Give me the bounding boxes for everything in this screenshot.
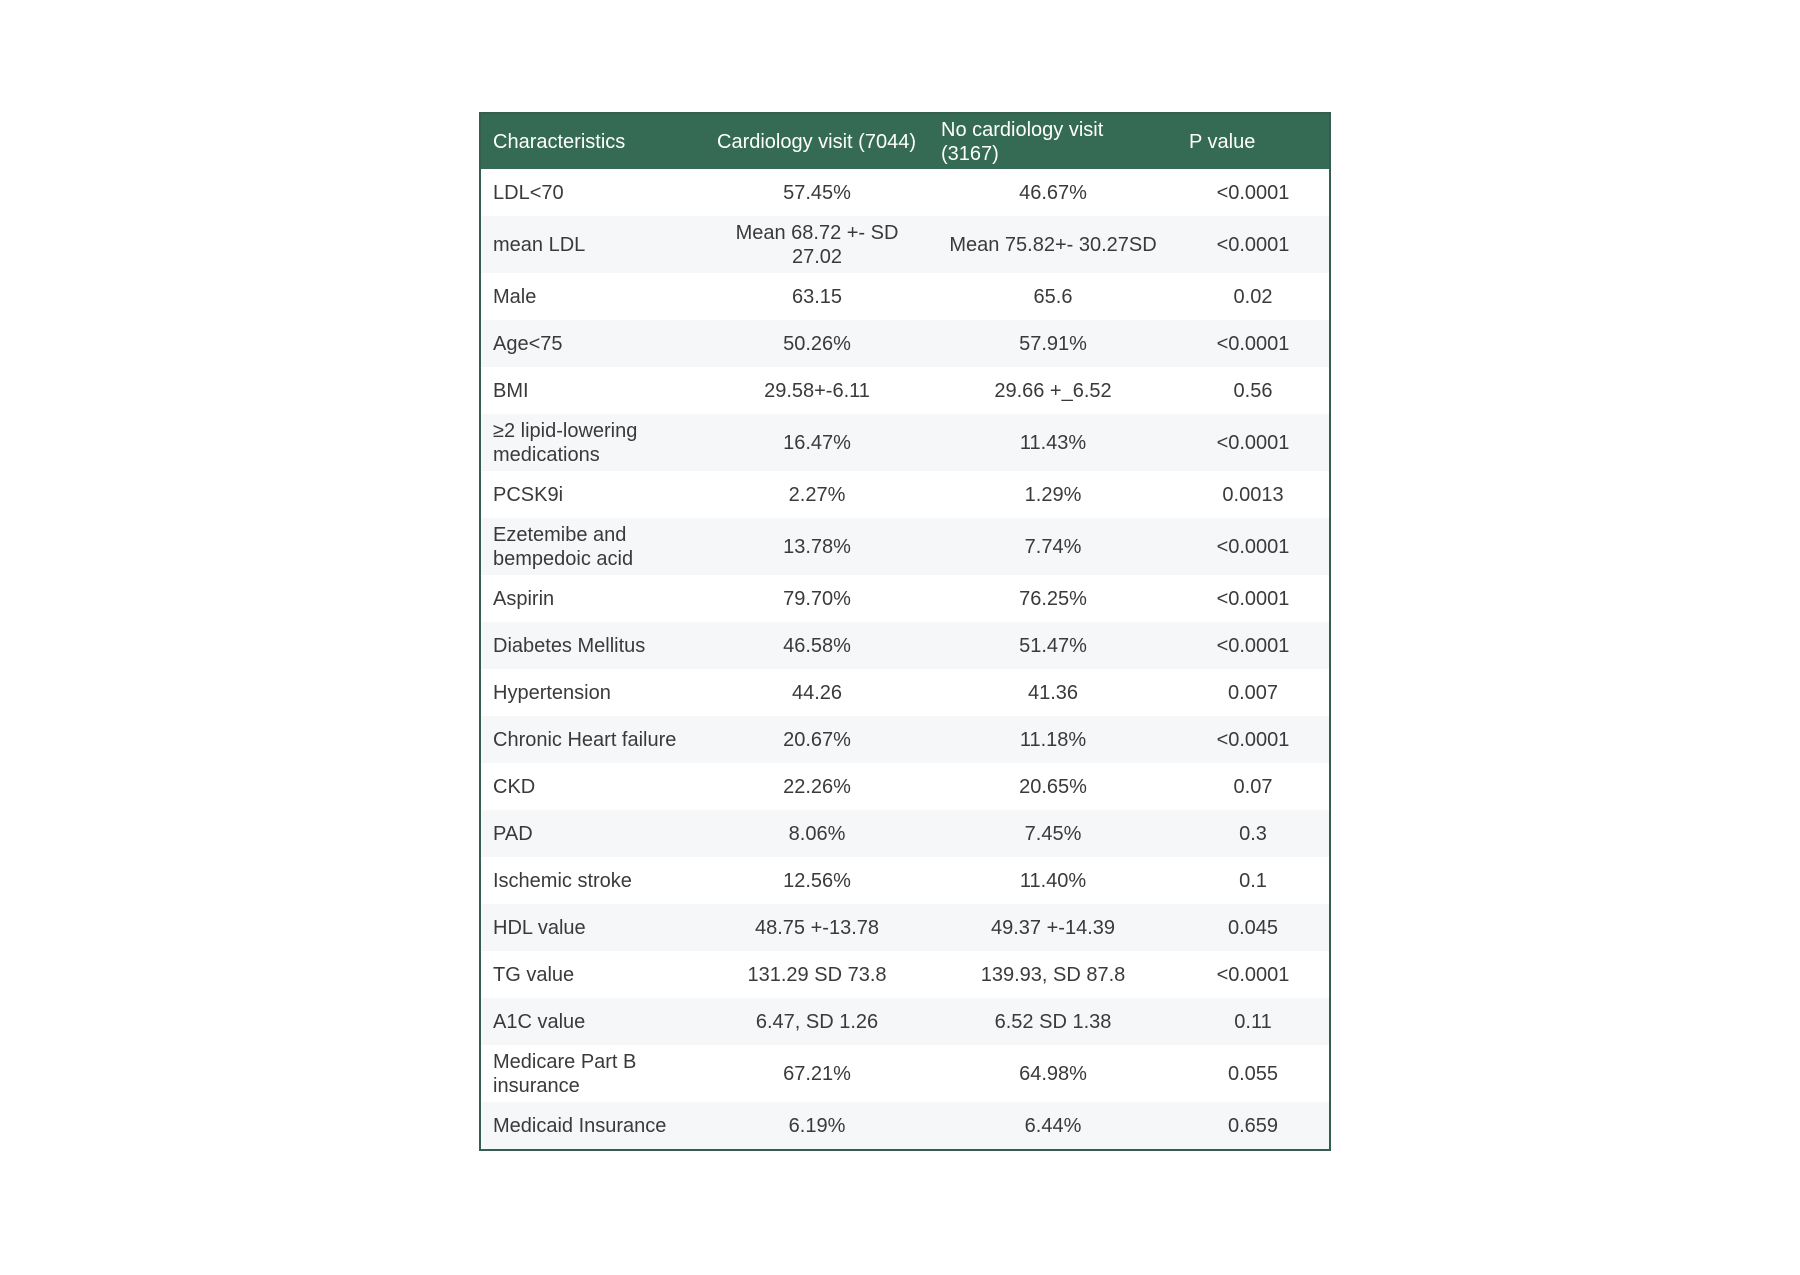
no-cardiology-visit-cell: 49.37 +-14.39 xyxy=(929,904,1177,951)
p-value-cell: <0.0001 xyxy=(1177,414,1329,471)
table-row xyxy=(481,622,1329,669)
no-cardiology-visit-cell: Mean 75.82+- 30.27SD xyxy=(929,216,1177,273)
p-value-cell: 0.045 xyxy=(1177,904,1329,951)
no-cardiology-visit-cell: 6.44% xyxy=(929,1102,1177,1149)
p-value-cell: 0.11 xyxy=(1177,998,1329,1045)
row-label: HDL value xyxy=(481,904,705,951)
cardiology-visit-cell: 50.26% xyxy=(705,320,929,367)
p-value-cell: <0.0001 xyxy=(1177,622,1329,669)
row-label: Diabetes Mellitus xyxy=(481,622,705,669)
characteristics-table-container xyxy=(479,112,1331,1151)
p-value-cell: <0.0001 xyxy=(1177,951,1329,998)
no-cardiology-visit-cell: 41.36 xyxy=(929,669,1177,716)
p-value-cell: 0.1 xyxy=(1177,857,1329,904)
cardiology-visit-cell: 12.56% xyxy=(705,857,929,904)
p-value-cell: <0.0001 xyxy=(1177,216,1329,273)
row-label: BMI xyxy=(481,367,705,414)
p-value-cell: <0.0001 xyxy=(1177,169,1329,216)
row-label: Male xyxy=(481,273,705,320)
cardiology-visit-cell: 46.58% xyxy=(705,622,929,669)
cardiology-visit-cell: 6.47, SD 1.26 xyxy=(705,998,929,1045)
table-row xyxy=(481,998,1329,1045)
no-cardiology-visit-cell: 7.45% xyxy=(929,810,1177,857)
cardiology-visit-cell: 48.75 +-13.78 xyxy=(705,904,929,951)
row-label: PAD xyxy=(481,810,705,857)
p-value-cell: 0.56 xyxy=(1177,367,1329,414)
no-cardiology-visit-cell: 11.40% xyxy=(929,857,1177,904)
no-cardiology-visit-cell: 139.93, SD 87.8 xyxy=(929,951,1177,998)
cardiology-visit-cell: 20.67% xyxy=(705,716,929,763)
no-cardiology-visit-cell: 6.52 SD 1.38 xyxy=(929,998,1177,1045)
row-label: PCSK9i xyxy=(481,471,705,518)
characteristics-table xyxy=(481,114,1329,1149)
no-cardiology-visit-cell: 7.74% xyxy=(929,518,1177,575)
table-row xyxy=(481,367,1329,414)
table-row xyxy=(481,857,1329,904)
p-value-cell: 0.3 xyxy=(1177,810,1329,857)
cardiology-visit-cell: 79.70% xyxy=(705,575,929,622)
cardiology-visit-cell: 16.47% xyxy=(705,414,929,471)
no-cardiology-visit-cell: 20.65% xyxy=(929,763,1177,810)
p-value-cell: <0.0001 xyxy=(1177,575,1329,622)
no-cardiology-visit-cell: 65.6 xyxy=(929,273,1177,320)
header-cardiology-visit: Cardiology visit (7044) xyxy=(717,130,916,153)
header-no-cardiology-visit: No cardiology visit (3167) xyxy=(941,118,1104,165)
row-label: Medicare Part B insurance xyxy=(481,1045,705,1102)
p-value-cell: <0.0001 xyxy=(1177,320,1329,367)
row-label: ≥2 lipid-lowering medications xyxy=(481,414,705,471)
table-row xyxy=(481,904,1329,951)
cardiology-visit-cell: Mean 68.72 +- SD 27.02 xyxy=(705,216,929,273)
table-row xyxy=(481,518,1329,575)
row-label: TG value xyxy=(481,951,705,998)
table-body xyxy=(481,169,1329,1149)
no-cardiology-visit-cell: 76.25% xyxy=(929,575,1177,622)
p-value-cell: 0.055 xyxy=(1177,1045,1329,1102)
row-label: CKD xyxy=(481,763,705,810)
table-row xyxy=(481,1102,1329,1149)
cardiology-visit-cell: 67.21% xyxy=(705,1045,929,1102)
row-label: Chronic Heart failure xyxy=(481,716,705,763)
table-row xyxy=(481,810,1329,857)
header-row xyxy=(481,114,1329,169)
p-value-cell: 0.0013 xyxy=(1177,471,1329,518)
table-row xyxy=(481,716,1329,763)
cardiology-visit-cell: 2.27% xyxy=(705,471,929,518)
p-value-cell: 0.07 xyxy=(1177,763,1329,810)
table-row xyxy=(481,575,1329,622)
cardiology-visit-cell: 44.26 xyxy=(705,669,929,716)
table-row xyxy=(481,471,1329,518)
header-characteristics: Characteristics xyxy=(493,130,626,153)
row-label: LDL<70 xyxy=(481,169,705,216)
p-value-cell: 0.02 xyxy=(1177,273,1329,320)
cardiology-visit-cell: 22.26% xyxy=(705,763,929,810)
row-label: Medicaid Insurance xyxy=(481,1102,705,1149)
row-label: Aspirin xyxy=(481,575,705,622)
table-row xyxy=(481,273,1329,320)
row-label: Ezetemibe and bempedoic acid xyxy=(481,518,705,575)
cardiology-visit-cell: 6.19% xyxy=(705,1102,929,1149)
table-row xyxy=(481,216,1329,273)
p-value-cell: <0.0001 xyxy=(1177,716,1329,763)
table-row xyxy=(481,169,1329,216)
table-row xyxy=(481,1045,1329,1102)
no-cardiology-visit-cell: 57.91% xyxy=(929,320,1177,367)
cardiology-visit-cell: 8.06% xyxy=(705,810,929,857)
cardiology-visit-cell: 13.78% xyxy=(705,518,929,575)
p-value-cell: 0.659 xyxy=(1177,1102,1329,1149)
no-cardiology-visit-cell: 46.67% xyxy=(929,169,1177,216)
table-row xyxy=(481,414,1329,471)
table-row xyxy=(481,763,1329,810)
no-cardiology-visit-cell: 11.18% xyxy=(929,716,1177,763)
p-value-cell: 0.007 xyxy=(1177,669,1329,716)
table-row xyxy=(481,320,1329,367)
row-label: mean LDL xyxy=(481,216,705,273)
row-label: Ischemic stroke xyxy=(481,857,705,904)
cardiology-visit-cell: 57.45% xyxy=(705,169,929,216)
no-cardiology-visit-cell: 1.29% xyxy=(929,471,1177,518)
no-cardiology-visit-cell: 64.98% xyxy=(929,1045,1177,1102)
row-label: Hypertension xyxy=(481,669,705,716)
no-cardiology-visit-cell: 11.43% xyxy=(929,414,1177,471)
cardiology-visit-cell: 131.29 SD 73.8 xyxy=(705,951,929,998)
p-value-cell: <0.0001 xyxy=(1177,518,1329,575)
row-label: Age<75 xyxy=(481,320,705,367)
table-header xyxy=(481,114,1329,169)
cardiology-visit-cell: 29.58+-6.11 xyxy=(705,367,929,414)
cardiology-visit-cell: 63.15 xyxy=(705,273,929,320)
no-cardiology-visit-cell: 51.47% xyxy=(929,622,1177,669)
row-label: A1C value xyxy=(481,998,705,1045)
table-row xyxy=(481,951,1329,998)
no-cardiology-visit-cell: 29.66 +_6.52 xyxy=(929,367,1177,414)
table-row xyxy=(481,669,1329,716)
header-p-value: P value xyxy=(1189,130,1256,153)
